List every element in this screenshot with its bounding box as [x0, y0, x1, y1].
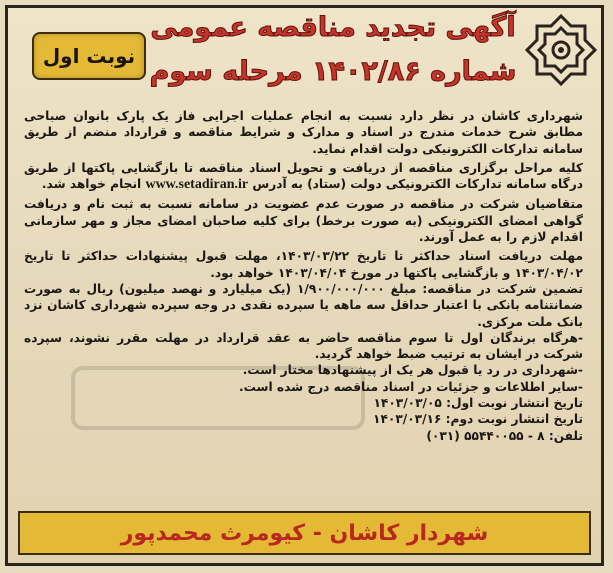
- phone-number: تلفن: ۸ - ۵۵۴۴۰۰۵۵ (۰۳۱): [426, 428, 583, 443]
- notice-title: آگهی تجدید مناقصه عمومی: [150, 12, 516, 43]
- first-publish-date: تاریخ انتشار نوبت اول: ۱۴۰۳/۰۳/۰۵: [373, 396, 583, 411]
- turn-badge: نوبت اول: [32, 32, 146, 80]
- municipality-logo-icon: [523, 12, 599, 88]
- setad-link[interactable]: www.setadiran.ir: [145, 177, 249, 193]
- paragraph-intro: شهرداری کاشان در نظر دارد نسبت به انجام عملیات اجرایی فاز یک پارک بانوان صباحی مطابق شرح خدمات مندرج در اسناد و مدارک و شرایط مناقصه و قرارداد منضم از طریق سامانه تدارکات الکترونیکی دولت اقدام نماید.: [24, 109, 583, 156]
- paragraph-procedure: [24, 160, 583, 194]
- paragraph-details: -سایر اطلاعات و جزئیات در اسناد مناقصه درج شده است.: [238, 379, 583, 394]
- paragraph-guarantee: تضمین شرکت در مناقصه: مبلغ ۱/۹۰۰/۰۰۰/۰۰۰ (یک میلیارد و نهصد میلیون) ریال به صورت ضمانتنامه بانکی با اعتبار حداقل سه ماهه یا سپرده نقدی در وجه سپرده شهرداری کاشان نزد بانک ملت مرکزی.: [24, 281, 583, 329]
- tender-notice: [5, 5, 604, 566]
- paragraph-deadlines: مهلت دریافت اسناد حداکثر تا تاریخ ۱۴۰۳/۰۳/۲۲، مهلت قبول پیشنهادات حداکثر تا تاریخ ۱۴۰۳/۰۴/۰۲ و بازگشایی پاکتها در مورخ ۱۴۰۳/۰۴/۰۴ خواهد بود.: [24, 249, 583, 280]
- notice-subtitle: شماره ۱۴۰۲/۸۶ مرحله سوم: [149, 56, 517, 87]
- paragraph-registration: متقاضیان شرکت در مناقصه در صورت عدم عضویت در سامانه نسبت به ثبت نام و دریافت گواهی امضای الکترونیکی (به صورت برخط) برای کلیه صاحبان امضای مجاز و مهر سازمانی اقدام لازم را به عمل آورند.: [24, 197, 583, 245]
- notice-body: [24, 108, 583, 444]
- notice-header: [8, 8, 601, 106]
- paragraph-rights: -شهرداری در رد یا قبول هر یک از پیشنهادها مختار است.: [242, 363, 583, 378]
- signature-bar: شهردار کاشان - کیومرث محمدپور: [18, 511, 591, 555]
- procedure-end: انجام خواهد شد.: [41, 177, 142, 192]
- procedure-text: کلیه مراحل برگزاری مناقصه از دریافت و تحویل اسناد مناقصه تا بازگشایی پاکتها از طریق درگاه سامانه تدارکات الکترونیکی دولت (ستاد) به آدرس: [24, 160, 583, 192]
- paragraph-forfeit: -هرگاه برندگان اول تا سوم مناقصه حاضر به عقد قرارداد در مهلت مقرر نشوند، سپرده شرکت در ایشان به ترتیب ضبط خواهد گردید.: [24, 330, 583, 362]
- second-publish-date: تاریخ انتشار نوبت دوم: ۱۴۰۳/۰۳/۱۶: [373, 412, 583, 427]
